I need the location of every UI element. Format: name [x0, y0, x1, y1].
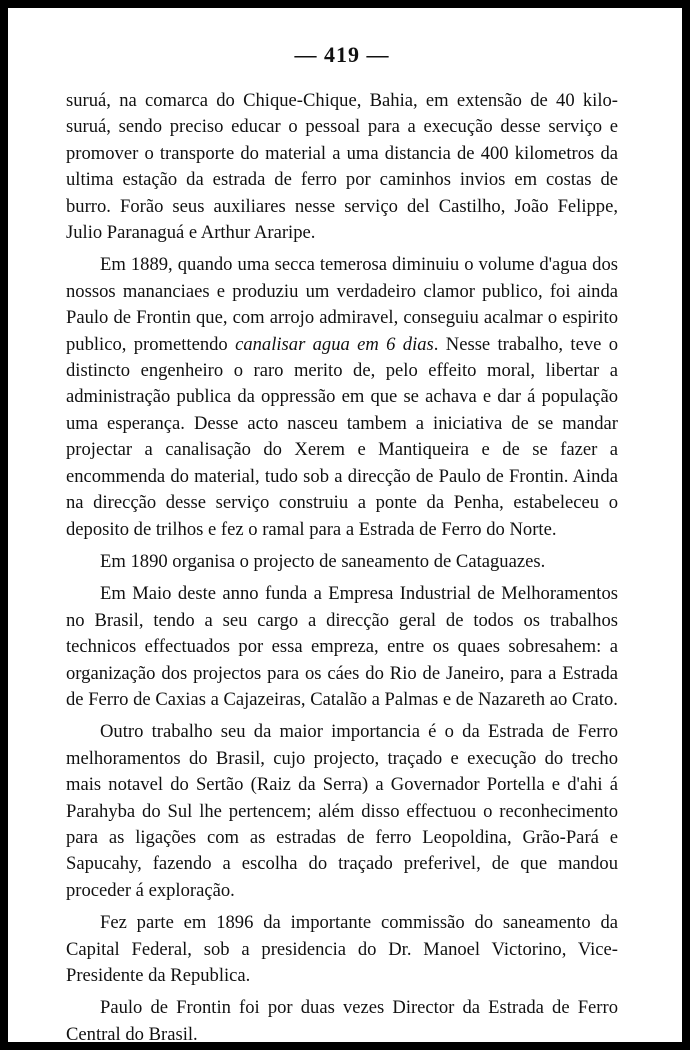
paragraph-5: Outro trabalho seu da maior importancia é o da Estrada de Ferro melhoramentos do Brasil, cujo projecto, traçado e execução do trecho mais notavel do Sertão (Raiz da Serra) a Governador Portella e d'ahi á Parahyba do Sul lhe pertencem; além disso effectuou o reconhecimento para as ligações com as estradas de ferro Leopoldina, Grão-Pará e Sapucahy, fazendo a escolha do traçado preferivel, de que mandou proceder á exploração.: [66, 721, 618, 901]
paragraph-2-before: Em 1889, quando uma secca temerosa diminuiu o volume d'agua dos nossos mananciaes e produziu um verdadeiro clamor publico, foi ainda Paulo de Frontin que, com arrojo admiravel, conseguiu acalmar o espirito publico, promettendo: [66, 254, 618, 355]
paragraph-6: Fez parte em 1896 da importante commissão do saneamento da Capital Federal, sob a presidencia do Dr. Manoel Victorino, Vice-Presidente da Republica.: [66, 912, 618, 986]
paragraph-2: [66, 252, 618, 542]
paragraph-7: Paulo de Frontin foi por duas vezes Director da Estrada de Ferro Central do Brasil.: [66, 997, 618, 1045]
paragraph-2-after: . Nesse trabalho, teve o distincto engenheiro o raro merito de, pelo effeito moral, libertar a administração publica da oppressão em que se achava e dar á população uma esperança. Desse acto nasceu tambem a iniciativa de se mandar projectar a canalisação do Xerem e Mantiqueira e de se fazer a encommenda do material, tudo sob a direcção de Paulo de Frontin. Ainda na direcção desse serviço construiu a ponte da Penha, estabeleceu o deposito de trilhos e fez o ramal para a Estrada de Ferro do Norte.: [66, 333, 619, 540]
paragraph-3: Em 1890 organisa o projecto de saneamento de Cataguazes.: [100, 550, 546, 572]
page-number: — 419 —: [294, 42, 390, 67]
paragraph-1: suruá, na comarca do Chique-Chique, Bahia, em extensão de 40 kilo-suruá, sendo preciso educar o pessoal para a execução desse serviço e promover o transporte do material a uma distancia de 400 kilometros da ultima estação da estrada de ferro por caminhos invios em costas de burro. Forão seus auxiliares nesse serviço del Castilho, João Felippe, Julio Paranaguá e Arthur Araripe.: [66, 90, 618, 244]
paragraph-4: Em Maio deste anno funda a Empresa Industrial de Melhoramentos no Brasil, tendo a seu cargo a direcção geral de todos os trabalhos technicos effectuados por essa empreza, entre os quaes sobresahem: a organização dos projectos para os cáes do Rio de Janeiro, para a Estrada de Ferro de Caxias a Cajazeiras, Catalão a Palmas e de Nazareth ao Crato.: [66, 583, 618, 710]
paragraph-2-emphasis: canalisar agua em 6 dias: [235, 333, 434, 355]
book-page: [8, 8, 682, 1045]
